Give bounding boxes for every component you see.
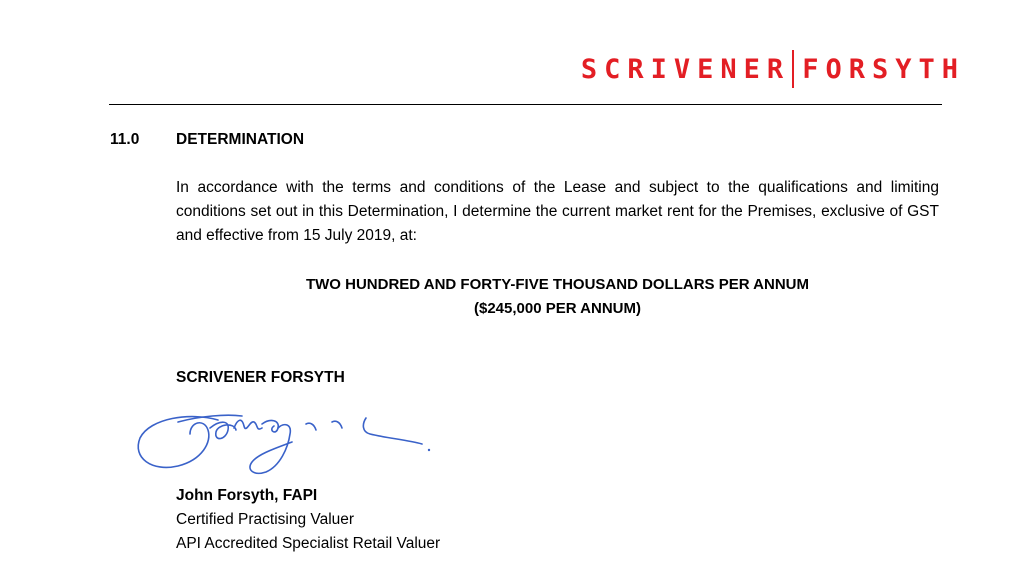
amount-in-figures: ($245,000 PER ANNUM) [474, 300, 641, 317]
signatory-title-1: Certified Practising Valuer [176, 511, 355, 528]
logo-divider [792, 50, 794, 88]
determined-rent-amount [176, 273, 939, 321]
company-logo [581, 50, 965, 88]
signatory-title-2: API Accredited Specialist Retail Valuer [176, 535, 441, 552]
firm-name: SCRIVENER FORSYTH [176, 369, 345, 386]
section-title: DETERMINATION [176, 131, 305, 148]
signatory-block [176, 484, 440, 556]
determination-paragraph: In accordance with the terms and conditions of the Lease and subject to the qualifications and limiting conditions set out in this Determination, I determine the current market rent for the Premises, exclusive of GST and effective from 15 July 2019, at: [176, 179, 939, 244]
section-number: 11.0 [110, 131, 140, 148]
logo-text-right: FORSYTH [802, 53, 965, 85]
handwritten-signature [130, 400, 440, 485]
logo-text-left: SCRIVENER [580, 53, 791, 85]
amount-in-words: TWO HUNDRED AND FORTY-FIVE THOUSAND DOLLARS PER ANNUM [305, 276, 810, 293]
header-rule [109, 104, 942, 105]
signatory-name: John Forsyth, FAPI [176, 487, 318, 504]
